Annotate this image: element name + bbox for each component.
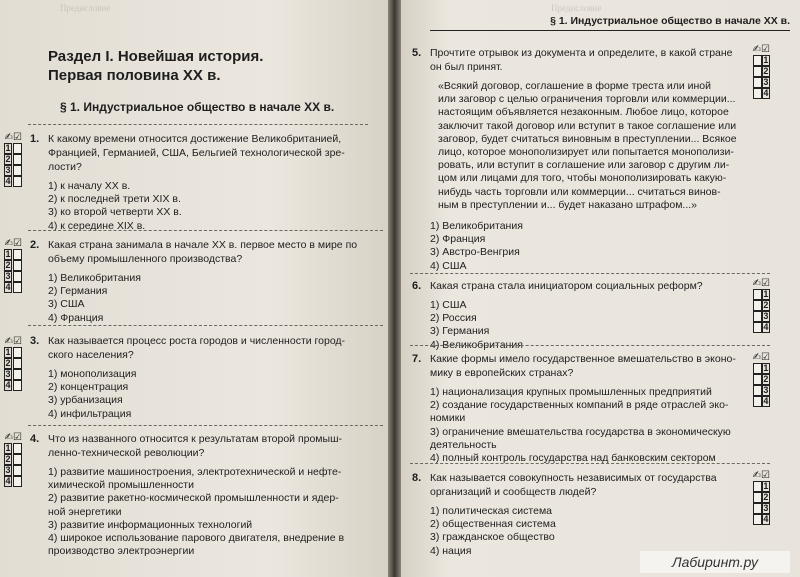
question-line: мику в европейских странах? xyxy=(430,367,574,379)
answer-option[interactable]: 3) развитие информационных технологий xyxy=(48,518,253,531)
answer-option[interactable]: 4) Великобритания xyxy=(430,338,523,351)
question-line: лости? xyxy=(48,161,82,173)
answer-cell[interactable] xyxy=(4,176,22,187)
answer-cell[interactable] xyxy=(752,514,770,525)
right-page: Предисловие xyxy=(401,0,800,577)
answer-options xyxy=(48,368,136,421)
answer-cell[interactable] xyxy=(4,358,22,369)
answer-option[interactable]: химической промышленности xyxy=(48,479,194,492)
answer-checkbox[interactable] xyxy=(753,66,762,77)
answer-cell-number: 3 xyxy=(5,165,11,175)
answer-cell[interactable] xyxy=(4,154,22,165)
answer-option[interactable]: 3) гражданское общество xyxy=(430,531,555,544)
answer-option[interactable]: 3) ко второй четверти XX в. xyxy=(48,206,182,219)
question-number: 1. xyxy=(30,133,40,145)
question-text xyxy=(48,132,345,174)
question-line: ленно-технической революции? xyxy=(48,447,205,459)
answer-cell[interactable] xyxy=(4,380,22,391)
answer-option[interactable]: 1) развитие машиностроения, электротехнической и нефте- xyxy=(48,466,342,478)
answer-cell-number: 4 xyxy=(763,322,769,332)
answer-cell-number: 2 xyxy=(5,260,11,270)
answer-option[interactable]: 2) Россия xyxy=(430,312,477,325)
answer-checkbox[interactable] xyxy=(753,322,762,333)
answer-cell[interactable] xyxy=(752,88,770,99)
answer-cell-number: 2 xyxy=(5,358,11,368)
divider xyxy=(28,425,383,426)
divider xyxy=(28,325,383,326)
answer-option[interactable]: 3) ограничение вмешательства государства в экономическую xyxy=(430,425,731,438)
answer-cell[interactable] xyxy=(752,322,770,333)
watermark: Лабиринт.ру xyxy=(640,551,790,573)
answer-option[interactable]: 4) нация xyxy=(430,544,472,557)
answer-cell-number: 4 xyxy=(763,514,769,524)
answer-cell-number: 1 xyxy=(5,143,11,153)
question-number: 4. xyxy=(30,433,40,445)
answer-box xyxy=(4,132,22,187)
quote-line: ровать, или вступит в соглашение или заговор с другим ли- xyxy=(438,159,730,172)
answer-cell[interactable] xyxy=(4,165,22,176)
answer-options xyxy=(48,272,141,325)
answer-cell-number: 2 xyxy=(5,454,11,464)
divider xyxy=(410,273,770,274)
quote-line: заговор, будет считаться виновным в преступлении... Всякое xyxy=(438,132,737,145)
question-line: он был принят. xyxy=(430,61,503,73)
answer-checkbox[interactable] xyxy=(753,503,762,514)
question-line: Как называется процесс роста городов и численности город- xyxy=(48,335,346,347)
answer-checkbox[interactable] xyxy=(13,380,22,391)
answer-checkbox[interactable] xyxy=(753,300,762,311)
answer-checkbox[interactable] xyxy=(13,465,22,476)
divider xyxy=(28,124,368,125)
answer-cell-number: 1 xyxy=(5,443,11,453)
quote-line: настоящим объявляется незаконным. Любое лицо, которое xyxy=(438,106,729,119)
quote-line: цом или лицами для того, чтобы монополизировать какую- xyxy=(438,172,727,185)
answer-option[interactable]: 3) Австро-Венгрия xyxy=(430,246,520,259)
quote-line: заключит такой договор или вступит в такое соглашение или xyxy=(438,119,737,132)
question-line: ского населения? xyxy=(48,349,134,361)
answer-options xyxy=(48,180,182,233)
check-mark-icon: ✍☑ xyxy=(752,44,770,55)
answer-option[interactable]: 4) к середине XIX в. xyxy=(48,219,146,232)
divider xyxy=(410,463,770,464)
answer-cell[interactable] xyxy=(4,443,22,454)
quote-line: нибудь часть торговли или коммерции... считаться винов- xyxy=(438,185,721,198)
answer-checkbox[interactable] xyxy=(753,289,762,300)
question-text xyxy=(430,46,733,74)
check-mark-icon: ✍☑ xyxy=(752,278,770,289)
answer-box xyxy=(752,278,770,333)
answer-options xyxy=(48,466,344,558)
answer-cell[interactable] xyxy=(752,363,770,374)
answer-option[interactable]: 1) США xyxy=(430,299,467,311)
answer-cell-number: 4 xyxy=(5,380,11,390)
answer-cell-number: 3 xyxy=(5,271,11,281)
answer-cell-number: 4 xyxy=(763,88,769,98)
answer-cell-number: 2 xyxy=(763,66,769,76)
answer-checkbox[interactable] xyxy=(753,481,762,492)
running-header: § 1. Индустриальное общество в начале XX в. xyxy=(430,12,790,31)
answer-checkbox[interactable] xyxy=(13,165,22,176)
check-mark-icon: ✍☑ xyxy=(752,352,770,363)
answer-cell[interactable] xyxy=(752,300,770,311)
question-number: 6. xyxy=(412,280,422,292)
answer-cell[interactable] xyxy=(4,347,22,358)
answer-option[interactable]: 4) Франция xyxy=(48,311,104,324)
answer-checkbox[interactable] xyxy=(13,347,22,358)
answer-cell[interactable] xyxy=(752,55,770,66)
answer-cell[interactable] xyxy=(752,396,770,407)
question-line: организаций и сообществ людей? xyxy=(430,486,597,498)
section-title: Раздел I. Новейшая история. xyxy=(48,48,264,65)
question-number: 8. xyxy=(412,472,422,484)
answer-option[interactable]: 3) США xyxy=(48,298,85,311)
answer-cell-number: 3 xyxy=(763,311,769,321)
answer-box xyxy=(752,44,770,99)
answer-checkbox[interactable] xyxy=(753,492,762,503)
answer-cell[interactable] xyxy=(4,476,22,487)
question-line: Какая страна занимала в начале XX в. первое место в мире по xyxy=(48,239,358,251)
answer-checkbox[interactable] xyxy=(13,154,22,165)
question-line: Как называется совокупность независимых от государства xyxy=(430,472,717,484)
answer-option[interactable]: 1) политическая система xyxy=(430,505,552,517)
answer-cell-number: 2 xyxy=(763,300,769,310)
question-line: Какая страна стала инициатором социальных реформ? xyxy=(430,280,703,292)
check-mark-icon: ✍☑ xyxy=(4,432,22,443)
answer-checkbox[interactable] xyxy=(753,385,762,396)
answer-cell-number: 3 xyxy=(5,465,11,475)
divider xyxy=(410,345,770,346)
answer-cell-number: 1 xyxy=(5,347,11,357)
question-text xyxy=(430,471,717,499)
answer-cell[interactable] xyxy=(4,260,22,271)
answer-checkbox[interactable] xyxy=(13,249,22,260)
answer-cell-number: 2 xyxy=(763,374,769,384)
answer-option[interactable]: 3) урбанизация xyxy=(48,394,123,407)
answer-option[interactable]: 1) Великобритания xyxy=(48,272,141,284)
answer-option[interactable]: 2) общественная система xyxy=(430,518,556,531)
question-number: 2. xyxy=(30,239,40,251)
answer-cell[interactable] xyxy=(4,249,22,260)
answer-option[interactable]: деятельность xyxy=(430,438,497,451)
answer-box xyxy=(4,238,22,293)
answer-cell[interactable] xyxy=(752,503,770,514)
answer-cell-number: 2 xyxy=(5,154,11,164)
answer-box xyxy=(752,470,770,525)
question-text xyxy=(48,432,342,460)
document-quote xyxy=(438,80,737,212)
answer-checkbox[interactable] xyxy=(753,363,762,374)
check-mark-icon: ✍☑ xyxy=(4,132,22,143)
answer-checkbox[interactable] xyxy=(13,369,22,380)
answer-checkbox[interactable] xyxy=(13,260,22,271)
question-line: Что из названного относится к результатам второй промыш- xyxy=(48,433,342,445)
answer-cell[interactable] xyxy=(752,77,770,88)
answer-option[interactable]: 1) Великобритания xyxy=(430,220,523,232)
question-text xyxy=(48,334,345,362)
question-line: Францией, Германией, США, Бельгией технологической зре- xyxy=(48,147,345,159)
answer-checkbox[interactable] xyxy=(753,311,762,322)
answer-option[interactable]: ной энергетики xyxy=(48,505,122,518)
answer-cell[interactable] xyxy=(752,492,770,503)
answer-options xyxy=(430,386,731,465)
answer-cell-number: 3 xyxy=(763,77,769,87)
check-mark-icon: ✍☑ xyxy=(752,470,770,481)
answer-checkbox[interactable] xyxy=(13,271,22,282)
question-text xyxy=(430,352,736,380)
answer-options xyxy=(430,220,523,273)
answer-cell[interactable] xyxy=(4,282,22,293)
section-subtitle: Первая половина XX в. xyxy=(48,67,221,84)
answer-option[interactable]: 3) Германия xyxy=(430,325,490,338)
answer-options xyxy=(430,505,556,558)
answer-cell[interactable] xyxy=(4,465,22,476)
answer-option[interactable]: 1) к началу XX в. xyxy=(48,180,131,192)
answer-box xyxy=(4,336,22,391)
answer-cell-number: 1 xyxy=(5,249,11,259)
answer-cell-number: 1 xyxy=(763,55,769,65)
answer-checkbox[interactable] xyxy=(13,143,22,154)
quote-line: ным в преступлении и... будет наказано штрафом...» xyxy=(438,198,698,211)
answer-checkbox[interactable] xyxy=(13,176,22,187)
answer-option[interactable]: 2) развитие ракетно-космической промышленности и ядер- xyxy=(48,492,339,505)
answer-cell[interactable] xyxy=(752,374,770,385)
divider xyxy=(28,230,383,231)
answer-cell[interactable] xyxy=(4,454,22,465)
answer-cell[interactable] xyxy=(752,311,770,322)
answer-checkbox[interactable] xyxy=(753,514,762,525)
answer-options xyxy=(430,299,523,352)
question-line: объему промышленного производства? xyxy=(48,253,243,265)
quote-line: или заговор с целью ограничения торговли или коммерции... xyxy=(438,93,736,106)
answer-option[interactable]: 2) концентрация xyxy=(48,381,129,394)
book-gutter xyxy=(388,0,401,577)
answer-option[interactable]: 4) США xyxy=(430,259,467,272)
quote-line: «Всякий договор, соглашение в форме треста или иной xyxy=(438,80,711,92)
answer-cell[interactable] xyxy=(4,369,22,380)
answer-checkbox[interactable] xyxy=(13,476,22,487)
answer-cell[interactable] xyxy=(4,143,22,154)
answer-box xyxy=(4,432,22,487)
answer-option[interactable]: 2) Германия xyxy=(48,285,108,298)
answer-checkbox[interactable] xyxy=(13,358,22,369)
answer-checkbox[interactable] xyxy=(13,454,22,465)
answer-cell-number: 4 xyxy=(763,396,769,406)
question-text xyxy=(430,279,703,293)
question-number: 5. xyxy=(412,47,422,59)
answer-cell-number: 4 xyxy=(5,176,11,186)
paragraph-title: § 1. Индустриальное общество в начале XX в. xyxy=(60,100,335,114)
answer-box xyxy=(752,352,770,407)
answer-option[interactable]: номики xyxy=(430,412,466,425)
answer-checkbox[interactable] xyxy=(753,77,762,88)
question-number: 7. xyxy=(412,353,422,365)
answer-option[interactable]: 4) широкое использование парового двигателя, внедрение в xyxy=(48,532,345,545)
answer-cell-number: 4 xyxy=(5,282,11,292)
answer-option[interactable]: 2) создание государственных компаний в ряде отраслей эко- xyxy=(430,399,729,412)
quote-line: лицо, которое монополизирует или попытается монополизи- xyxy=(438,146,734,159)
answer-cell-number: 1 xyxy=(763,481,769,491)
answer-checkbox[interactable] xyxy=(753,374,762,385)
answer-cell-number: 3 xyxy=(763,503,769,513)
answer-checkbox[interactable] xyxy=(753,88,762,99)
answer-option[interactable]: 1) национализация крупных промышленных предприятий xyxy=(430,386,712,398)
answer-cell[interactable] xyxy=(4,271,22,282)
answer-cell-number: 3 xyxy=(763,385,769,395)
answer-option[interactable]: 4) инфильтрация xyxy=(48,407,132,420)
answer-cell-number: 3 xyxy=(5,369,11,379)
answer-cell-number: 4 xyxy=(5,476,11,486)
left-page: Предисловие Раздел I. Новейшая история. Первая половина XX в. § 1. Индустриальное общество в начале XX в. xyxy=(0,0,388,577)
answer-cell[interactable] xyxy=(752,289,770,300)
question-line: Прочтите отрывок из документа и определите, в какой стране xyxy=(430,47,733,59)
answer-option[interactable]: 4) полный контроль государства над банковским сектором xyxy=(430,452,716,465)
answer-cell-number: 1 xyxy=(763,363,769,373)
answer-cell[interactable] xyxy=(752,385,770,396)
answer-option[interactable]: 2) к последней трети XIX в. xyxy=(48,193,181,206)
question-line: К какому времени относится достижение Великобританией, xyxy=(48,133,342,145)
answer-cell-number: 2 xyxy=(763,492,769,502)
question-text xyxy=(48,238,357,266)
answer-cell-number: 1 xyxy=(763,289,769,299)
answer-checkbox[interactable] xyxy=(13,282,22,293)
answer-cell[interactable] xyxy=(752,481,770,492)
answer-option[interactable]: 2) Франция xyxy=(430,233,486,246)
answer-checkbox[interactable] xyxy=(753,396,762,407)
answer-checkbox[interactable] xyxy=(753,55,762,66)
check-mark-icon: ✍☑ xyxy=(4,336,22,347)
check-mark-icon: ✍☑ xyxy=(4,238,22,249)
answer-checkbox[interactable] xyxy=(13,443,22,454)
answer-option[interactable]: 1) монополизация xyxy=(48,368,137,380)
answer-cell[interactable] xyxy=(752,66,770,77)
question-line: Какие формы имело государственное вмешательство в эконо- xyxy=(430,353,736,365)
answer-option[interactable]: производство электроэнергии xyxy=(48,545,195,558)
question-number: 3. xyxy=(30,335,40,347)
